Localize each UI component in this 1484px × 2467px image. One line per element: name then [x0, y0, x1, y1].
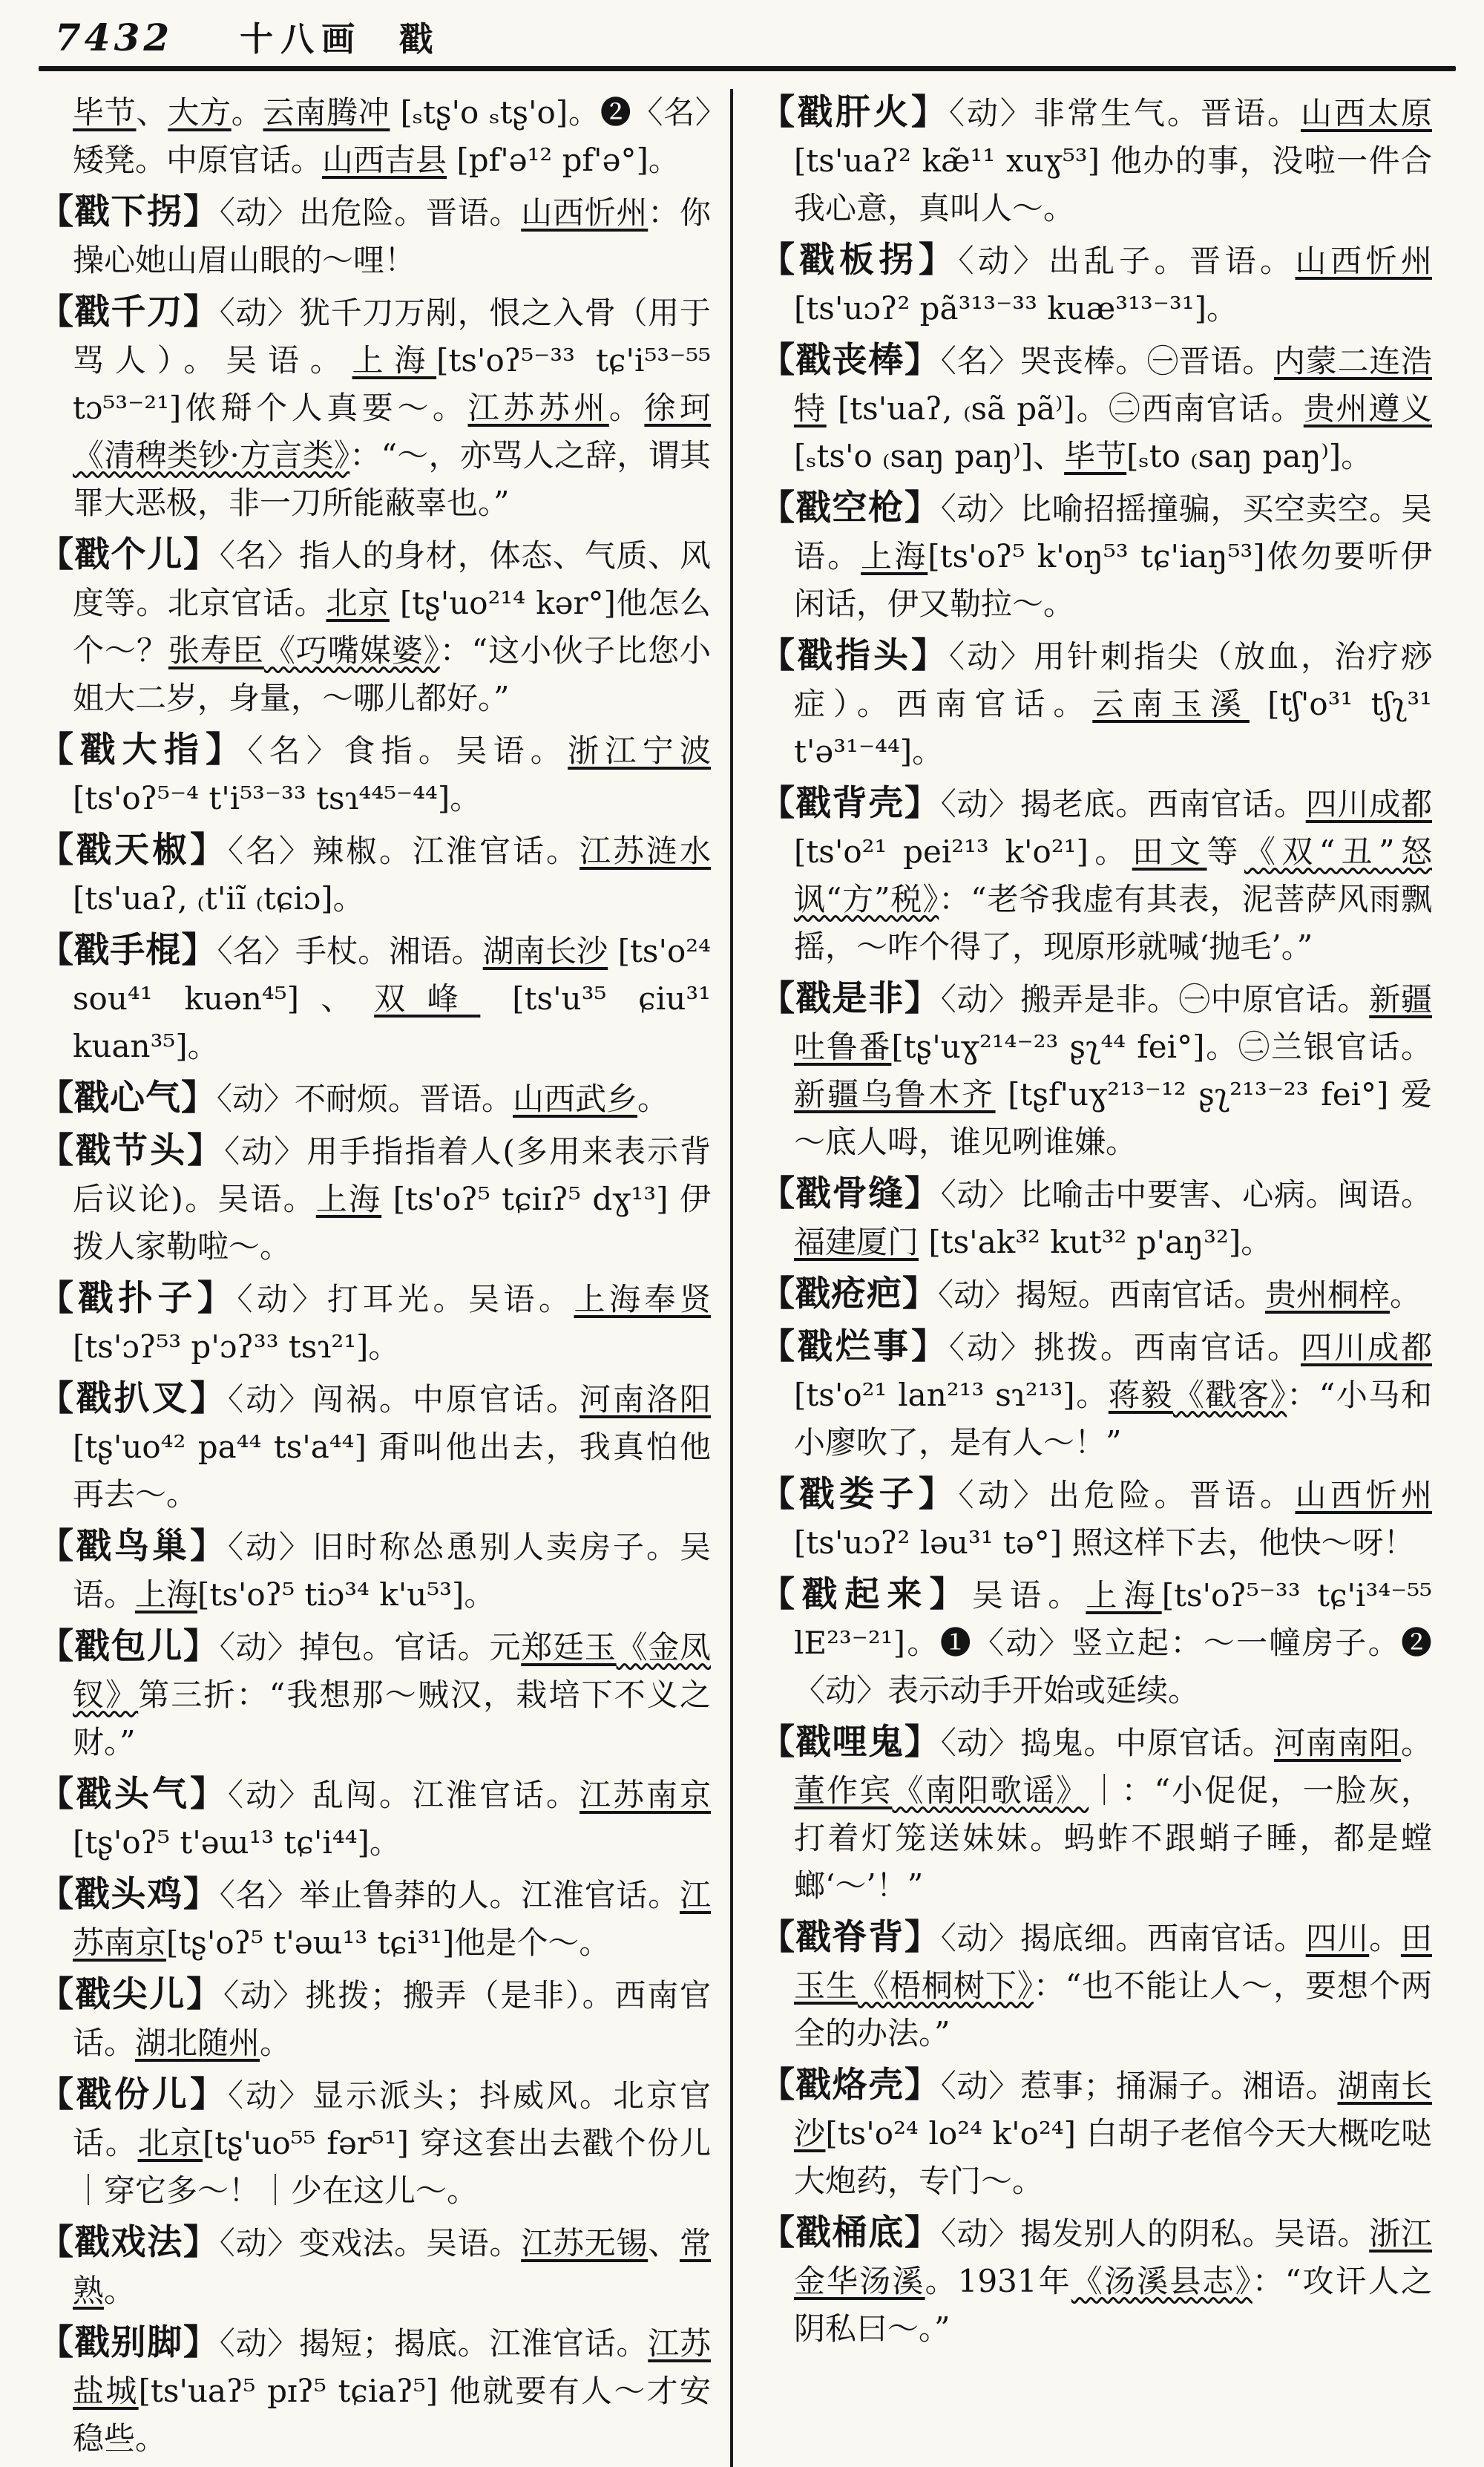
- text-segment: [ts'oʔ⁵ k'oŋ⁵³ tɕ'iaŋ⁵³]侬勿要听伊闲话，伊又勒拉～。: [794, 538, 1432, 622]
- text-segment: 〈动〉揭底细。西南官话。: [940, 1920, 1306, 1956]
- entry-headword: 【戳心气】: [39, 1078, 217, 1118]
- proper-name: 贵州遵义: [1303, 390, 1432, 427]
- column-divider: [730, 89, 733, 2467]
- text-segment: 〈动〉乱闯。江淮官话。: [228, 1777, 580, 1813]
- text-segment: 〈动〉挑拨；搬弄（是非）。西南官话。: [73, 1977, 711, 2061]
- entry-headword: 【戳桶底】: [760, 2212, 941, 2253]
- text-segment: ：“～，亦骂人之辞，谓其罪大恶极，非一刀所能蔽辜也。”: [73, 437, 711, 521]
- dictionary-entry: [39, 827, 711, 923]
- page-number: 7432: [55, 16, 174, 59]
- text-segment: 〈名〉举止鲁莽的人。江淮官话。: [219, 1877, 680, 1913]
- proper-name: 云南玉溪: [1092, 686, 1250, 722]
- entry-headword: 【戳头气】: [39, 1774, 228, 1815]
- proper-name: 董作宾: [794, 1772, 893, 1809]
- dictionary-entry: [760, 237, 1432, 332]
- dictionary-entry: [760, 975, 1432, 1166]
- text-segment: [ts'uaʔ⁵ pɪʔ⁵ tɕiaʔ⁵] 他就要有人～才安稳些。: [73, 2373, 711, 2457]
- text-segment: ：“也不能让人～，要想个两全的办法。”: [794, 1968, 1432, 2051]
- proper-name: 蒋毅: [1108, 1377, 1173, 1413]
- text-segment: [ts'ɔʔ⁵³ p'ɔʔ³³ tsɿ²¹]。: [73, 1328, 400, 1365]
- text-segment: 〈动〉揭短。西南官话。: [938, 1277, 1266, 1313]
- proper-name: 湖南长沙: [794, 2068, 1432, 2152]
- entry-headword: 【戳下拐】: [39, 191, 220, 232]
- entry-headword: 【戳别脚】: [39, 2322, 220, 2363]
- entry-headword: 【戳尖儿】: [39, 1974, 223, 2015]
- proper-name: 张寿臣: [168, 632, 264, 669]
- dictionary-entry: [39, 1127, 711, 1271]
- text-segment: 〈动〉旧时称怂恿别人卖房子。吴语。: [73, 1529, 711, 1613]
- proper-name: 江苏苏州: [467, 390, 609, 426]
- dictionary-entry: [39, 1871, 711, 1967]
- proper-name: 江苏涟水: [579, 833, 711, 869]
- dictionary-entry: [39, 1971, 711, 2067]
- book-title: 《梧桐树下》: [857, 1968, 1034, 2004]
- proper-name: 毕节: [1064, 438, 1127, 474]
- dictionary-entry: [39, 289, 711, 527]
- text-segment: [ts'uaʔ‚ ₍t'iĩ ₍tɕiɔ]。: [73, 880, 364, 917]
- dictionary-entry: [760, 632, 1432, 776]
- text-segment: [tʂ'oʔ⁵ t'əɯ¹³ tɕi³¹]他是个～。: [166, 1924, 611, 1961]
- proper-name: 江苏南京: [73, 1877, 711, 1961]
- entry-headword: 【戳是非】: [760, 978, 941, 1019]
- dictionary-entry: [760, 485, 1432, 628]
- dictionary-entry: [39, 1375, 711, 1518]
- text-segment: 。: [1400, 1725, 1432, 1761]
- entry-headword: 【戳烂事】: [760, 1326, 949, 1367]
- text-segment: 。: [637, 1081, 669, 1117]
- text-segment: [pf'ə¹² pf'ə°]。: [447, 142, 680, 178]
- proper-name: 江苏盐城: [73, 2325, 711, 2409]
- text-segment: 〈动〉揭发别人的阴私。吴语。: [940, 2215, 1370, 2252]
- section-character: 戳: [399, 19, 433, 59]
- text-segment: [ts'oʔ⁵ tiɔ³⁴ k'u⁵³]。: [197, 1576, 496, 1613]
- text-segment: 第三折：“我想那～贼汉，栽培下不义之财。”: [73, 1677, 711, 1760]
- dictionary-entry: [39, 531, 711, 722]
- proper-name: 新疆吐鲁番: [794, 981, 1432, 1065]
- book-title: 《金凤钗》: [73, 1629, 711, 1713]
- entry-headword: 【戳戏法】: [39, 2222, 220, 2263]
- proper-name: 田玉生: [794, 1920, 1432, 2004]
- book-title: 《双“丑”怒讽“方”税》: [794, 833, 1432, 917]
- text-segment: 〈动〉掉包。官话。元: [219, 1629, 522, 1665]
- text-segment: [ts'o²⁴ lo²⁴ k'o²⁴] 白胡子老倌今天大概吃哒大炮药，专门～。: [794, 2115, 1432, 2199]
- proper-name: 江苏南京: [579, 1777, 711, 1813]
- proper-name: 贵州桐梓: [1265, 1277, 1391, 1313]
- text-segment: 。: [608, 390, 645, 426]
- text-segment: 〈动〉变戏法。吴语。: [219, 2225, 522, 2261]
- dictionary-entry: [760, 2062, 1432, 2205]
- text-segment: 〈动〉出危险。晋语。: [219, 194, 522, 231]
- text-segment: ：“攻讦人之阴私曰～。”: [794, 2263, 1432, 2347]
- text-segment: 〈动〉捣鬼。中原官话。: [940, 1725, 1274, 1761]
- entry-headword: 【戳指头】: [760, 635, 949, 676]
- text-segment: 。: [260, 2025, 292, 2061]
- text-segment: [ₛtʂ'o ₛtʂ'o]。❷〈名〉矮凳。中原官话。: [73, 94, 711, 178]
- proper-name: 田文: [1132, 833, 1207, 870]
- text-segment: 〈动〉不耐烦。晋语。: [217, 1081, 513, 1117]
- text-segment: 〈名〉哭丧棒。㊀晋语。: [940, 343, 1274, 379]
- text-segment: 〈动〉出危险。晋语。: [958, 1477, 1296, 1513]
- dictionary-entry: [39, 2071, 711, 2215]
- text-segment: [ts'o²¹ pei²¹³ k'o²¹]。: [794, 833, 1132, 870]
- proper-name: 江苏无锡: [521, 2225, 649, 2261]
- text-segment: [ts'ak³² kut³² p'aŋ³²]。: [919, 1224, 1273, 1260]
- proper-name: 湖南长沙: [482, 933, 608, 969]
- proper-name: 山西忻州: [521, 194, 649, 231]
- proper-name: 四川成都: [1305, 786, 1432, 822]
- text-segment: 。: [104, 2273, 136, 2309]
- dictionary-entry: [39, 1275, 711, 1371]
- text-segment: 〈名〉辣椒。江淮官话。: [228, 833, 580, 869]
- entry-headword: 【戳空枪】: [760, 488, 941, 528]
- book-title: 《南阳歌谣》: [892, 1772, 1089, 1809]
- proper-name: 上海: [352, 342, 437, 379]
- text-segment: [tʃ'o³¹ tʃʅ³¹ t'ə³¹⁻⁴⁴]。: [794, 686, 1432, 770]
- proper-name: 上海: [1086, 1577, 1162, 1613]
- text-segment: [ₛto ₍saŋ paŋ⁾]。: [1126, 438, 1373, 474]
- book-title: 《戳客》: [1172, 1377, 1287, 1413]
- proper-name: 上海: [861, 538, 928, 574]
- dictionary-entry: [39, 1523, 711, 1619]
- proper-name: 常熟: [73, 2225, 711, 2309]
- text-segment: 。: [231, 94, 263, 131]
- proper-name: 湖北随州: [135, 2025, 260, 2061]
- book-title: 《清稗类钞·方言类》: [73, 437, 350, 474]
- text-segment: [ts'o²¹ lan²¹³ sɿ²¹³]。: [794, 1377, 1109, 1413]
- text-segment: [tʂ'oʔ⁵ t'əɯ¹³ tɕ'i⁴⁴]。: [73, 1824, 401, 1861]
- entry-headword: 【戳头鸡】: [39, 1874, 220, 1915]
- dictionary-entry: [760, 1571, 1432, 1714]
- text-segment: [ts'uɔʔ² pã³¹³⁻³³ kuæ³¹³⁻³¹]。: [794, 290, 1238, 327]
- text-segment: ：你操心她山眉山眼的～哩！: [73, 194, 711, 278]
- book-title: 《巧嘴媒婆》: [263, 632, 440, 669]
- dictionary-entry: [760, 1170, 1432, 1266]
- text-segment: [ts'uaʔ‚ ₍sã pã⁾]。㊁西南官话。: [826, 390, 1304, 427]
- proper-name: 山西吉县: [322, 142, 447, 178]
- proper-name: 北京: [137, 2125, 203, 2161]
- entry-headword: 【戳丧棒】: [760, 340, 941, 381]
- proper-name: 大方: [168, 94, 232, 131]
- dictionary-entry: [39, 727, 711, 822]
- dictionary-entry: [39, 189, 711, 284]
- dictionary-entry: [39, 1623, 711, 1766]
- dictionary-entry: [39, 1771, 711, 1867]
- text-segment: 等: [1206, 833, 1244, 870]
- entry-headword: 【戳大指】: [39, 730, 248, 770]
- text-segment: [ts'u³⁵ ɕiu³¹ kuan³⁵]。: [73, 980, 711, 1064]
- text-segment: [ts'uaʔ² kæ̃¹¹ xuɣ⁵³] 他办的事，没啦一件合我心意，真叫人～。: [794, 142, 1432, 226]
- dictionary-entry: [39, 2219, 711, 2315]
- text-segment: [ts'o²⁴ sou⁴¹ kuən⁴⁵]、: [73, 933, 711, 1017]
- text-segment: [ts'oʔ⁵⁻³³ tɕ'i³⁴⁻⁵⁵ lE²³⁻²¹]。❶〈动〉竖立起：～一幢房子。❷〈动〉表示动手开始或延续。: [794, 1577, 1432, 1708]
- dictionary-entry: [760, 89, 1432, 232]
- text-segment: [tʂf'uɣ²¹³⁻¹² ʂʅ²¹³⁻²³ fei°] 爱～底人呣，谁见咧谁嫌。: [794, 1076, 1432, 1160]
- text-segment: 〈名〉指人的身材，体态、气质、风度等。北京官话。: [73, 537, 711, 621]
- dictionary-entry: [760, 780, 1432, 971]
- right-column: [760, 89, 1432, 2467]
- proper-name: 河南南阳: [1273, 1725, 1401, 1761]
- entry-headword: 【戳鸟巢】: [39, 1526, 228, 1567]
- proper-name: 山西忻州: [1295, 1477, 1432, 1513]
- text-segment: [ts'uɔʔ² ləu³¹ tə°] 照这样下去，他快～呀！: [794, 1524, 1415, 1561]
- text-segment: 〈动〉闯祸。中原官话。: [228, 1381, 580, 1418]
- text-segment: 。: [1390, 1277, 1422, 1313]
- text-segment: 、: [136, 94, 168, 131]
- entry-headword: 【戳板拐】: [760, 240, 959, 281]
- text-segment: 〈动〉揭短；揭底。江淮官话。: [219, 2325, 649, 2362]
- entry-headword: 【戳烙壳】: [760, 2065, 941, 2106]
- dictionary-entry: [760, 1719, 1432, 1910]
- dictionary-entry: [760, 1471, 1432, 1567]
- dictionary-entry: [760, 1323, 1432, 1467]
- text-segment: 〈动〉挑拨。西南官话。: [949, 1329, 1301, 1366]
- text-segment: 〈动〉用针刺指尖（放血，治疗痧症）。西南官话。: [794, 638, 1432, 722]
- entry-headword: 【戳脊背】: [760, 1917, 941, 1958]
- text-segment: 〈动〉比喻招摇撞骗，买空卖空。吴语。: [794, 491, 1432, 574]
- dictionary-entry: [39, 2319, 711, 2463]
- proper-name: 上海奉贤: [574, 1281, 711, 1317]
- proper-name: 毕节: [73, 94, 137, 131]
- entry-headword: 【戳天椒】: [39, 830, 228, 871]
- proper-name: 新疆乌鲁木齐: [794, 1076, 996, 1113]
- text-segment: ｜：“小促促，一脸灰，打着灯笼送妹妹。蚂蚱不跟蛸子睡，都是螳螂‘～’！”: [794, 1772, 1432, 1904]
- text-segment: ：“老爷我虚有其表，泥菩萨风雨飘摇，～咋个得了，现原形就喊‘抛毛’。”: [794, 881, 1432, 965]
- book-title: 《汤溪县志》: [1071, 2263, 1252, 2299]
- proper-name: 浙江金华汤溪: [794, 2215, 1432, 2299]
- dictionary-entry: [760, 2209, 1432, 2353]
- entry-headword: 【戳手棍】: [39, 930, 217, 971]
- text-segment: 〈动〉打耳光。吴语。: [237, 1281, 574, 1317]
- proper-name: 山西武乡: [513, 1081, 638, 1117]
- proper-name: 上海: [315, 1181, 382, 1217]
- text-segment: 〈名〉食指。吴语。: [247, 733, 568, 769]
- entry-headword: 【戳哩鬼】: [760, 1722, 941, 1763]
- text-segment: 、: [648, 2225, 680, 2261]
- dictionary-entry: [39, 1075, 711, 1123]
- dictionary-entry: [760, 1271, 1432, 1319]
- text-segment: [ₛts'o ₍saŋ paŋ⁾]、: [794, 438, 1065, 474]
- entry-headword: 【戳千刀】: [39, 292, 220, 332]
- proper-name: 浙江宁波: [568, 733, 711, 769]
- entry-headword: 【戳份儿】: [39, 2074, 228, 2115]
- text-segment: 〈动〉比喻击中要害、心病。闽语。: [940, 1176, 1432, 1213]
- dictionary-entry: [760, 1914, 1432, 2057]
- proper-name: 徐珂: [644, 390, 711, 426]
- text-segment: 吴语。: [971, 1577, 1086, 1613]
- dictionary-entry: [760, 337, 1432, 480]
- proper-name: 云南腾冲: [263, 94, 390, 131]
- proper-name: 四川成都: [1300, 1329, 1432, 1366]
- entry-headword: 【戳肝火】: [760, 92, 949, 133]
- entry-headword: 【戳起来】: [760, 1574, 972, 1615]
- header-rule: [39, 66, 1456, 71]
- proper-name: 四川: [1305, 1920, 1370, 1956]
- text-segment: 〈动〉显示派头；抖威风。北京官话。: [73, 2077, 711, 2161]
- text-segment: 。: [1369, 1920, 1401, 1956]
- entry-headword: 【戳娄子】: [760, 1474, 959, 1515]
- continued-entry: [39, 89, 711, 184]
- text-segment: 。1931年: [925, 2263, 1071, 2299]
- entry-headword: 【戳疮疤】: [760, 1274, 938, 1314]
- proper-name: 山西忻州: [1295, 243, 1432, 279]
- text-segment: 〈动〉搬弄是非。㊀中原官话。: [940, 981, 1370, 1018]
- text-segment: [tʂ'uɣ²¹⁴⁻²³ ʂʅ⁴⁴ fei°]。㊁兰银官话。: [891, 1029, 1432, 1065]
- text-segment: [tʂ'uo⁵⁵ fər⁵¹] 穿这套出去戳个份儿｜穿它多～！｜少在这儿～。: [73, 2125, 711, 2209]
- left-column: [39, 89, 711, 2467]
- text-segment: 〈动〉出乱子。晋语。: [958, 243, 1296, 279]
- entry-headword: 【戳包儿】: [39, 1626, 220, 1667]
- proper-name: 双峰: [374, 980, 481, 1017]
- entry-headword: 【戳骨缝】: [760, 1173, 941, 1214]
- entry-headword: 【戳背壳】: [760, 783, 941, 824]
- text-segment: 〈动〉非常生气。晋语。: [949, 95, 1301, 131]
- text-segment: 〈动〉用手指指着人(多用来表示背后议论)。吴语。: [73, 1133, 711, 1217]
- text-segment: [tʂ'uo⁴² pa⁴⁴ ts'a⁴⁴] 甭叫他出去，我真怕他再去～。: [73, 1429, 711, 1513]
- page-header: [39, 12, 1456, 60]
- text-segment: 〈动〉犹千刀万剐，恨之入骨（用于骂人）。吴语。: [73, 295, 711, 379]
- text-segment: ：“小马和小廖吹了，是有人～！”: [794, 1377, 1432, 1461]
- proper-name: 上海: [135, 1576, 198, 1613]
- text-segment: ：“这小伙子比您小姐大二岁，身量，～哪儿都好。”: [73, 632, 711, 716]
- proper-name: 山西太原: [1300, 95, 1432, 131]
- proper-name: 郑廷玉: [521, 1629, 617, 1665]
- text-segment: [tʂ'uo²¹⁴ kər°]他怎么个～？: [73, 585, 711, 669]
- entry-headword: 【戳个儿】: [39, 534, 220, 575]
- text-segment: 〈名〉手杖。湘语。: [217, 933, 483, 969]
- text-segment: 〈动〉揭老底。西南官话。: [940, 786, 1306, 822]
- entry-headword: 【戳扒叉】: [39, 1378, 228, 1419]
- entry-headword: 【戳扑子】: [39, 1278, 237, 1319]
- proper-name: 福建厦门: [794, 1224, 919, 1260]
- dictionary-entry: [39, 927, 711, 1070]
- columns: [39, 89, 1456, 2467]
- proper-name: 河南洛阳: [579, 1381, 711, 1418]
- proper-name: 北京: [326, 585, 390, 621]
- text-segment: [ts'oʔ⁵⁻⁴ t'i⁵³⁻³³ tsɿ⁴⁴⁵⁻⁴⁴]。: [73, 780, 482, 816]
- text-segment: 〈动〉惹事；捅漏子。湘语。: [940, 2068, 1338, 2104]
- text-segment: [ts'oʔ⁵ tɕiɪʔ⁵ dɣ¹³] 伊拨人家勒啦～。: [73, 1181, 711, 1265]
- text-segment: [ts'oʔ⁵⁻³³ tɕ'i⁵³⁻⁵⁵ tɔ⁵³⁻²¹]侬搿个人真要～。: [73, 342, 711, 426]
- proper-name: 内蒙二连浩特: [794, 343, 1432, 427]
- entry-headword: 【戳节头】: [39, 1130, 225, 1171]
- stroke-count-section: 十八画: [240, 19, 363, 59]
